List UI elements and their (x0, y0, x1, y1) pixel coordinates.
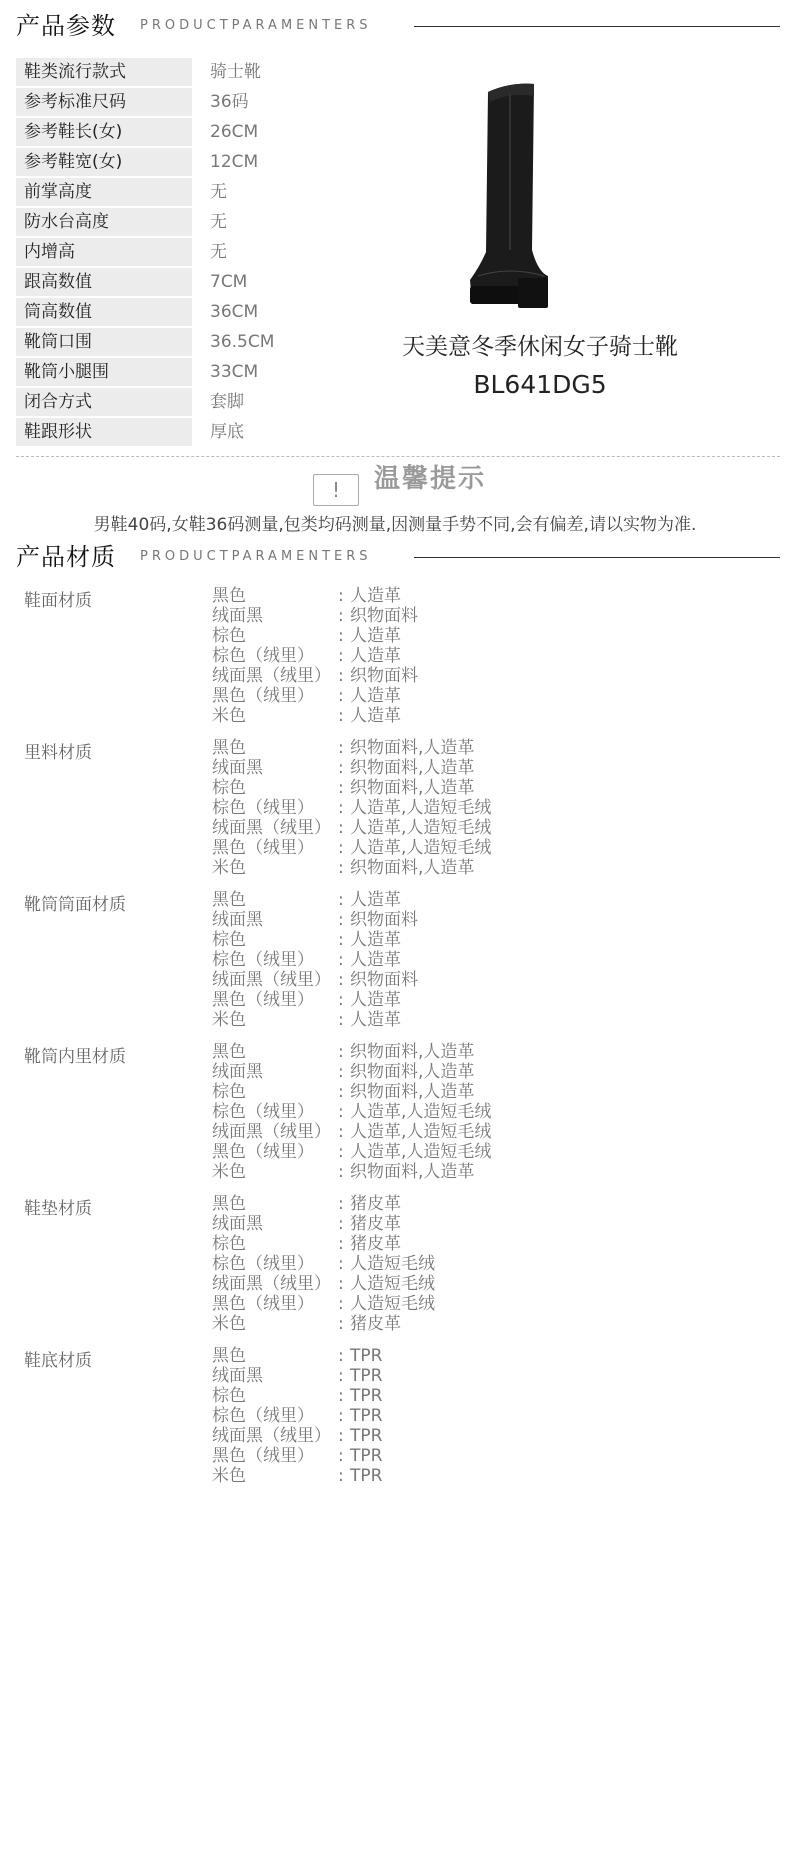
param-value: 26CM (210, 122, 259, 142)
colon-separator: : (338, 1062, 344, 1082)
params-title: 产品参数 (16, 12, 116, 40)
material-color: 绒面黑（绒里） (212, 1274, 331, 1294)
tip-title: 温馨提示 (374, 464, 487, 494)
material-category: 鞋底材质 (24, 1351, 92, 1371)
material-group (0, 586, 790, 738)
header-rule (414, 26, 780, 27)
material-value: 人造短毛绒 (350, 1294, 435, 1314)
material-value: 织物面料,人造革 (350, 858, 475, 878)
colon-separator: : (338, 798, 344, 818)
material-value: TPR (350, 1426, 383, 1446)
material-value: 织物面料 (350, 606, 418, 626)
material-color: 黑色（绒里） (212, 1294, 314, 1314)
material-group (0, 1346, 790, 1498)
param-row (16, 88, 276, 116)
colon-separator: : (338, 1234, 344, 1254)
colon-separator: : (338, 1366, 344, 1386)
colon-separator: : (338, 778, 344, 798)
param-row (16, 208, 276, 236)
header-rule (414, 557, 780, 558)
param-label: 闭合方式 (16, 388, 192, 416)
colon-separator: : (338, 1254, 344, 1274)
material-color: 绒面黑（绒里） (212, 1426, 331, 1446)
material-color: 米色 (212, 1314, 246, 1334)
material-value: 猪皮革 (350, 1234, 401, 1254)
materials-list (0, 586, 790, 1498)
material-color: 绒面黑 (212, 1214, 263, 1234)
param-value: 无 (210, 242, 227, 262)
material-color: 绒面黑（绒里） (212, 818, 331, 838)
param-label: 内增高 (16, 238, 192, 266)
material-value: 人造革 (350, 686, 401, 706)
colon-separator: : (338, 1194, 344, 1214)
material-value: 猪皮革 (350, 1314, 401, 1334)
material-color: 绒面黑 (212, 606, 263, 626)
material-value: TPR (350, 1406, 383, 1426)
param-row (16, 328, 276, 356)
material-color: 黑色（绒里） (212, 838, 314, 858)
material-value: 人造短毛绒 (350, 1274, 435, 1294)
material-value: TPR (350, 1466, 383, 1486)
material-value: 人造革 (350, 890, 401, 910)
params-subtitle: PRODUCTPARAMENTERS (140, 18, 372, 33)
colon-separator: : (338, 1042, 344, 1062)
colon-separator: : (338, 1294, 344, 1314)
material-category: 靴筒内里材质 (24, 1047, 126, 1067)
material-value: 猪皮革 (350, 1194, 401, 1214)
material-color: 绒面黑（绒里） (212, 1122, 331, 1142)
param-label: 鞋跟形状 (16, 418, 192, 446)
param-value: 36码 (210, 92, 249, 112)
material-value: 织物面料,人造革 (350, 1062, 475, 1082)
material-color: 棕色 (212, 930, 246, 950)
param-row (16, 58, 276, 86)
material-color: 棕色（绒里） (212, 798, 314, 818)
material-color: 绒面黑 (212, 1062, 263, 1082)
material-value: 织物面料 (350, 970, 418, 990)
material-color: 黑色（绒里） (212, 990, 314, 1010)
colon-separator: : (338, 1082, 344, 1102)
param-value: 12CM (210, 152, 259, 172)
param-value: 33CM (210, 362, 259, 382)
material-color: 棕色（绒里） (212, 1406, 314, 1426)
param-row (16, 298, 276, 326)
dashed-divider (16, 456, 780, 457)
params-header (16, 6, 780, 46)
product-code: BL641DG5 (473, 370, 607, 399)
material-value: 人造革 (350, 930, 401, 950)
material-color: 黑色 (212, 1346, 246, 1366)
material-group (0, 1194, 790, 1346)
param-value: 套脚 (210, 392, 244, 412)
material-value: 人造革 (350, 950, 401, 970)
boot-image (448, 80, 558, 312)
param-label: 鞋类流行款式 (16, 58, 192, 86)
colon-separator: : (338, 586, 344, 606)
tip-text: 男鞋40码,女鞋36码测量,包类均码测量,因测量手势不同,会有偏差,请以实物为准. (93, 515, 697, 535)
material-color: 棕色 (212, 778, 246, 798)
param-value: 厚底 (210, 422, 244, 442)
material-category: 鞋面材质 (24, 591, 92, 611)
material-value: 人造革 (350, 1010, 401, 1030)
colon-separator: : (338, 1010, 344, 1030)
material-value: 织物面料 (350, 910, 418, 930)
exclamation-icon: ! (313, 474, 359, 506)
param-label: 靴筒小腿围 (16, 358, 192, 386)
material-value: 人造革 (350, 646, 401, 666)
material-value: 人造革 (350, 990, 401, 1010)
material-category: 靴筒筒面材质 (24, 895, 126, 915)
colon-separator: : (338, 930, 344, 950)
material-color: 米色 (212, 706, 246, 726)
material-group (0, 890, 790, 1042)
material-color: 绒面黑（绒里） (212, 970, 331, 990)
material-color: 绒面黑 (212, 758, 263, 778)
colon-separator: : (338, 890, 344, 910)
colon-separator: : (338, 910, 344, 930)
material-color: 米色 (212, 1010, 246, 1030)
param-label: 前掌高度 (16, 178, 192, 206)
materials-header (16, 537, 780, 577)
colon-separator: : (338, 1446, 344, 1466)
param-row (16, 268, 276, 296)
material-color: 绒面黑 (212, 1366, 263, 1386)
colon-separator: : (338, 1122, 344, 1142)
material-value: 猪皮革 (350, 1214, 401, 1234)
material-color: 棕色（绒里） (212, 646, 314, 666)
material-value: 人造革,人造短毛绒 (350, 1122, 492, 1142)
colon-separator: : (338, 990, 344, 1010)
colon-separator: : (338, 1314, 344, 1334)
material-category: 里料材质 (24, 743, 92, 763)
material-value: 人造革,人造短毛绒 (350, 838, 492, 858)
colon-separator: : (338, 1274, 344, 1294)
material-value: 织物面料,人造革 (350, 1082, 475, 1102)
material-color: 黑色 (212, 738, 246, 758)
param-value: 无 (210, 182, 227, 202)
material-value: 人造革 (350, 626, 401, 646)
param-row (16, 418, 276, 446)
material-value: TPR (350, 1346, 383, 1366)
material-color: 黑色（绒里） (212, 1142, 314, 1162)
colon-separator: : (338, 606, 344, 626)
colon-separator: : (338, 1142, 344, 1162)
colon-separator: : (338, 738, 344, 758)
param-value: 无 (210, 212, 227, 232)
material-value: 织物面料,人造革 (350, 1162, 475, 1182)
param-label: 参考鞋长(女) (16, 118, 192, 146)
material-color: 黑色（绒里） (212, 1446, 314, 1466)
materials-subtitle: PRODUCTPARAMENTERS (140, 549, 372, 564)
colon-separator: : (338, 1466, 344, 1486)
colon-separator: : (338, 1406, 344, 1426)
colon-separator: : (338, 950, 344, 970)
material-color: 棕色 (212, 1082, 246, 1102)
material-value: 人造革,人造短毛绒 (350, 1102, 492, 1122)
material-color: 棕色 (212, 1234, 246, 1254)
colon-separator: : (338, 706, 344, 726)
colon-separator: : (338, 838, 344, 858)
material-color: 棕色（绒里） (212, 950, 314, 970)
material-color: 黑色 (212, 890, 246, 910)
material-value: TPR (350, 1366, 383, 1386)
param-row (16, 238, 276, 266)
colon-separator: : (338, 1426, 344, 1446)
material-color: 米色 (212, 1162, 246, 1182)
material-value: 织物面料,人造革 (350, 758, 475, 778)
colon-separator: : (338, 1346, 344, 1366)
material-value: 人造革 (350, 586, 401, 606)
param-row (16, 118, 276, 146)
material-color: 棕色 (212, 626, 246, 646)
colon-separator: : (338, 686, 344, 706)
material-value: 人造革,人造短毛绒 (350, 1142, 492, 1162)
param-row (16, 358, 276, 386)
material-color: 米色 (212, 1466, 246, 1486)
material-value: 织物面料,人造革 (350, 738, 475, 758)
param-row (16, 148, 276, 176)
colon-separator: : (338, 1386, 344, 1406)
param-value: 36CM (210, 302, 259, 322)
param-row (16, 178, 276, 206)
param-label: 参考标准尺码 (16, 88, 192, 116)
material-value: TPR (350, 1446, 383, 1466)
param-label: 跟高数值 (16, 268, 192, 296)
material-color: 黑色 (212, 1194, 246, 1214)
material-group (0, 738, 790, 890)
param-label: 靴筒口围 (16, 328, 192, 356)
param-row (16, 388, 276, 416)
material-color: 绒面黑 (212, 910, 263, 930)
material-color: 黑色 (212, 586, 246, 606)
param-label: 参考鞋宽(女) (16, 148, 192, 176)
colon-separator: : (338, 818, 344, 838)
material-value: TPR (350, 1386, 383, 1406)
material-color: 绒面黑（绒里） (212, 666, 331, 686)
material-value: 人造革 (350, 706, 401, 726)
param-label: 防水台高度 (16, 208, 192, 236)
material-value: 织物面料,人造革 (350, 1042, 475, 1062)
material-category: 鞋垫材质 (24, 1199, 92, 1219)
param-value: 骑士靴 (210, 62, 261, 82)
product-name: 天美意冬季休闲女子骑士靴 (402, 334, 678, 360)
params-table (16, 58, 276, 448)
material-color: 棕色（绒里） (212, 1254, 314, 1274)
material-value: 人造革,人造短毛绒 (350, 818, 492, 838)
colon-separator: : (338, 646, 344, 666)
param-value: 36.5CM (210, 332, 275, 352)
colon-separator: : (338, 1162, 344, 1182)
colon-separator: : (338, 666, 344, 686)
colon-separator: : (338, 626, 344, 646)
material-value: 人造革,人造短毛绒 (350, 798, 492, 818)
material-group (0, 1042, 790, 1194)
param-value: 7CM (210, 272, 248, 292)
colon-separator: : (338, 1102, 344, 1122)
material-color: 黑色（绒里） (212, 686, 314, 706)
materials-title: 产品材质 (16, 543, 116, 571)
material-value: 织物面料,人造革 (350, 778, 475, 798)
material-color: 米色 (212, 858, 246, 878)
material-color: 棕色（绒里） (212, 1102, 314, 1122)
colon-separator: : (338, 758, 344, 778)
colon-separator: : (338, 858, 344, 878)
material-value: 织物面料 (350, 666, 418, 686)
material-value: 人造短毛绒 (350, 1254, 435, 1274)
colon-separator: : (338, 970, 344, 990)
param-label: 筒高数值 (16, 298, 192, 326)
colon-separator: : (338, 1214, 344, 1234)
material-color: 棕色 (212, 1386, 246, 1406)
material-color: 黑色 (212, 1042, 246, 1062)
